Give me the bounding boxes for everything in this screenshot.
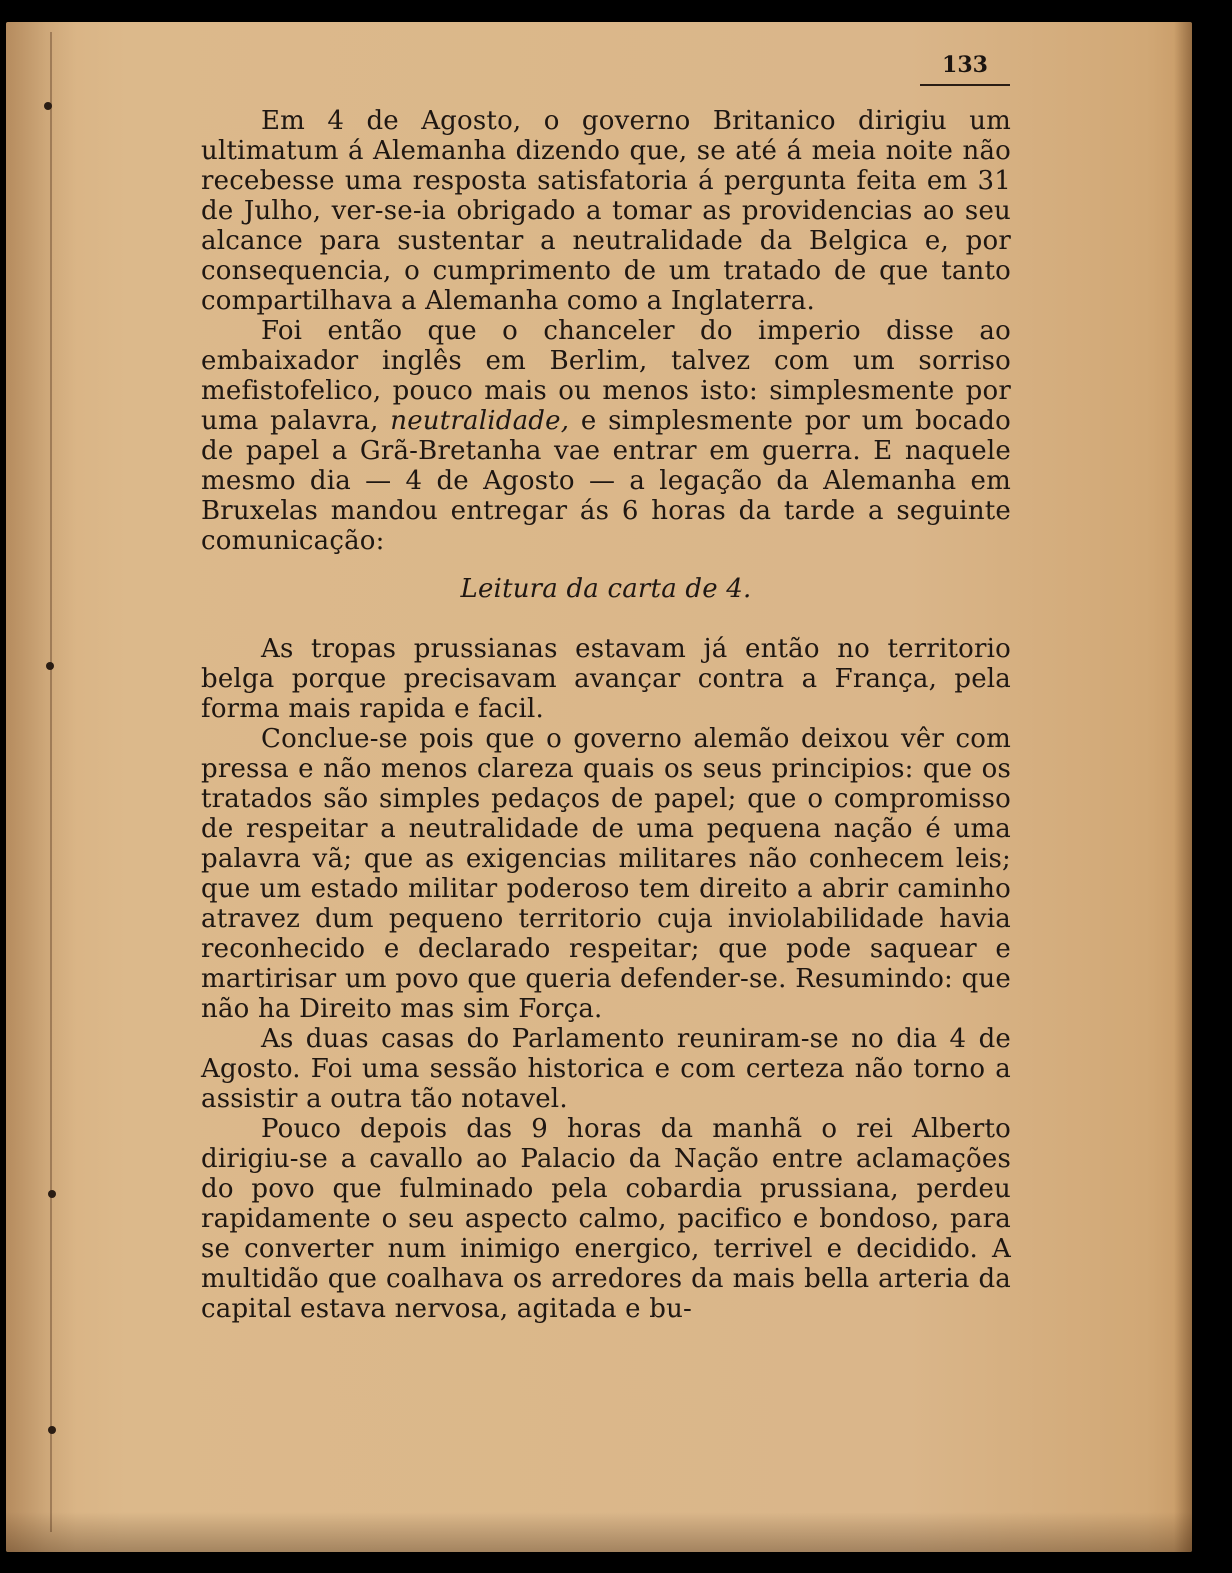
paragraph-2 — [201, 316, 1011, 556]
page-stain — [6, 22, 76, 1552]
paragraph-2-after: e simplesmente por um bocado de papel a Grã-Bretanha vae entrar em guerra. E naquele mesmo dia — 4 de Agosto — a legação da Alemanha em Bruxelas mandou entregar ás 6 horas da tarde a seguinte comunicação: — [201, 406, 1012, 556]
paragraph-2-before: Foi então que o chanceler do imperio disse ao embaixador inglês em Berlim, talvez com um sorriso mefistofelico, pouco mais ou menos isto: simplesmente por uma palavra, — [201, 316, 1011, 436]
margin-mark — [44, 102, 52, 110]
book-page — [6, 22, 1192, 1552]
paragraph-3: As tropas prussianas estavam já então no territorio belga porque precisavam avançar contra a França, pela forma mais rapida e facil. — [201, 634, 1011, 724]
paragraph-5: As duas casas do Parlamento reuniram-se no dia 4 de Agosto. Foi uma sessão historica e com certeza não torno a assistir a outra tão notavel. — [201, 1024, 1011, 1114]
page-number: 133 — [920, 52, 1010, 86]
page-bottom-shadow — [6, 1512, 1192, 1552]
section-heading: Leitura da carta de 4. — [460, 574, 752, 604]
body-text — [201, 106, 1011, 1324]
paragraph-6: Pouco depois das 9 horas da manhã o rei Alberto dirigiu-se a cavallo ao Palacio da Nação entre aclamações do povo que fulminado pela cobardia prussiana, perdeu rapidamente o seu aspecto calmo, pacifico e bondoso, para se converter num inimigo energico, terrivel e decidido. A multidão que coalhava os arredores da mais bella arteria da capital estava nervosa, agitada e bu- — [201, 1114, 1011, 1324]
margin-mark — [48, 1426, 56, 1434]
gutter-line — [50, 32, 52, 1532]
paragraph-1: Em 4 de Agosto, o governo Britanico dirigiu um ultimatum á Alemanha dizendo que, se até á meia noite não recebesse uma resposta satisfatoria á pergunta feita em 31 de Julho, ver-se-ia obrigado a tomar as providencias ao seu alcance para sustentar a neutralidade da Belgica e, por consequencia, o cumprimento de um tratado de que tanto compartilhava a Alemanha como a Inglaterra. — [201, 106, 1011, 316]
page-edge-shadow — [1174, 22, 1192, 1552]
margin-mark — [48, 1190, 56, 1198]
paragraph-4: Conclue-se pois que o governo alemão deixou vêr com pressa e não menos clareza quais os seus principios: que os tratados são simples pedaços de papel; que o compromisso de respeitar a neutralidade de uma pequena nação é uma palavra vã; que as exigencias militares não conhecem leis; que um estado militar poderoso tem direito a abrir caminho atravez dum pequeno territorio cuja inviolabilidade havia reconhecido e declarado respeitar; que pode saquear e martirisar um povo que queria defender-se. Resumindo: que não ha Direito mas sim Força. — [201, 724, 1011, 1024]
margin-mark — [46, 662, 54, 670]
paragraph-2-italic: neutralidade, — [390, 406, 570, 436]
